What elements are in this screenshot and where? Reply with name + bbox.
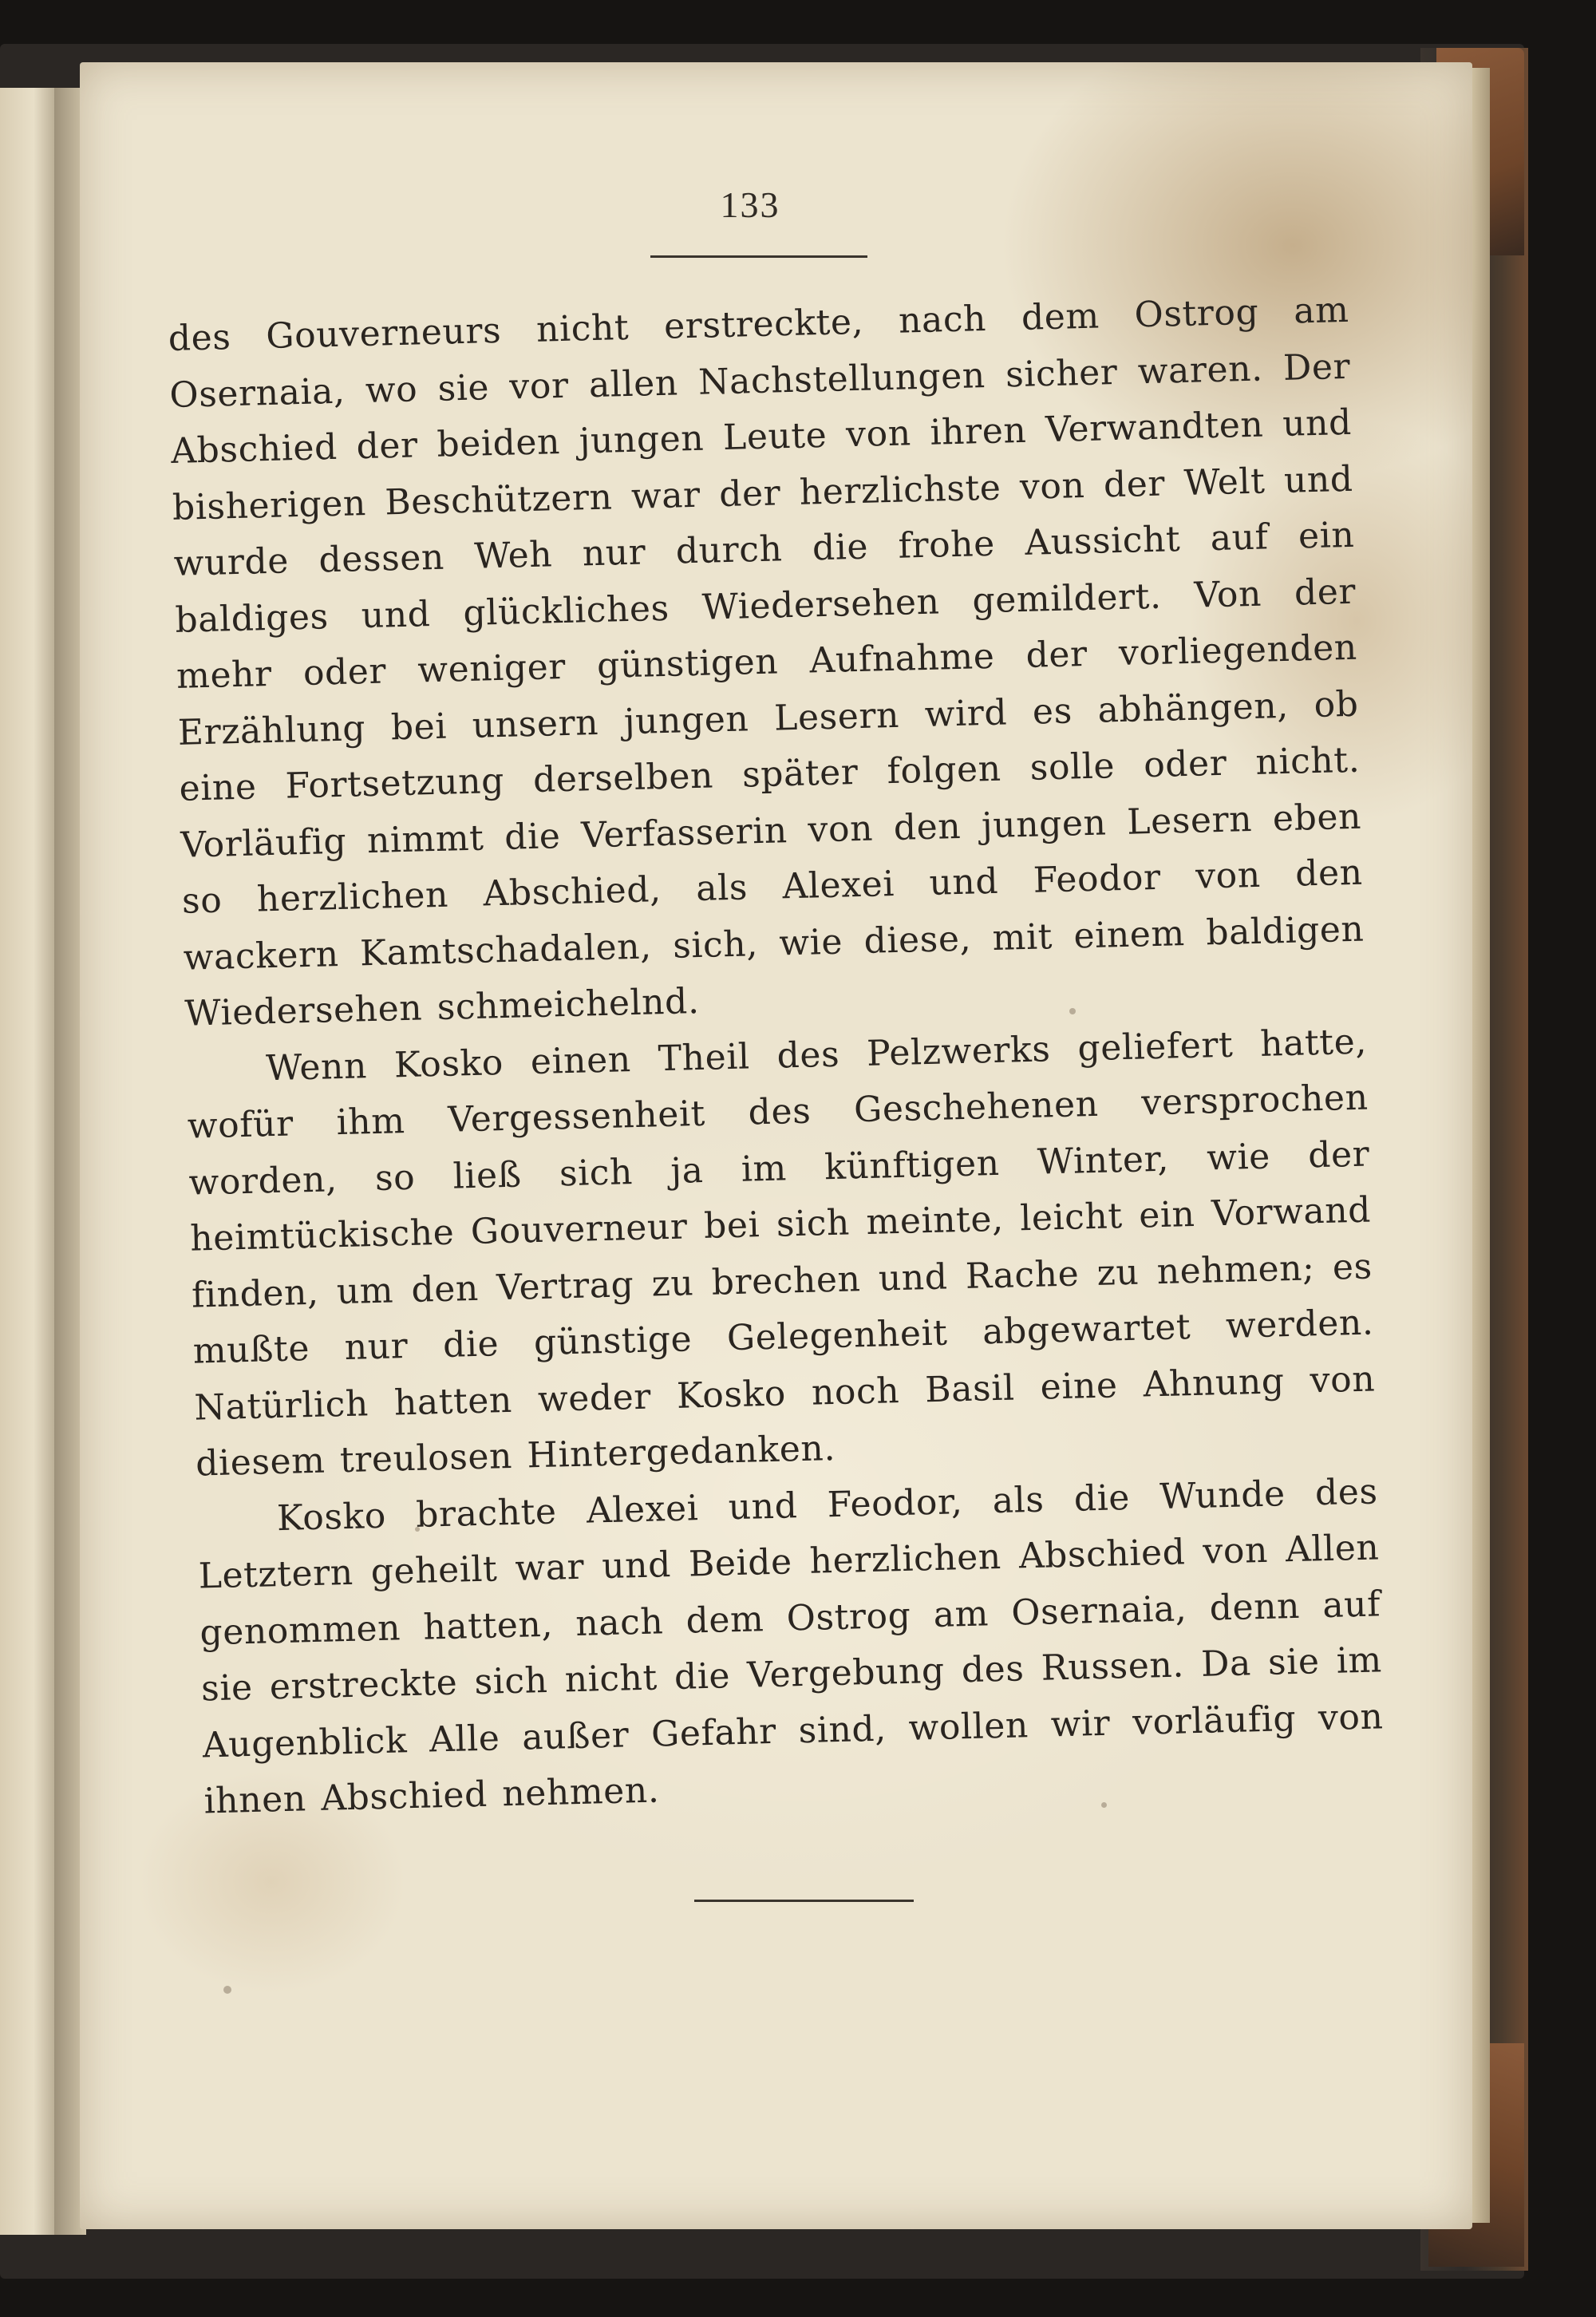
paragraph-3: Kosko brachte Alexei und Feodor, als die Wunde des Letztern geheilt war und Beide herzlichen Abschied von Allen genommen hatten, nach dem Ostrog am Osernaia, denn auf sie erstreckte sich nicht die Vergebung des Russen. Da sie im Augenblick Alle außer Gefahr sind, wollen wir vorläufig von ihnen Abschied nehmen. [198,1470,1385,1822]
page-number: 133 [720,184,780,225]
body-text [168,283,1385,1830]
paper-speck [223,1986,231,1994]
header-rule [650,255,867,258]
left-facing-page-edge [0,88,56,2235]
paragraph-1: des Gouverneurs nicht erstreckte, nach dem Ostrog am Osernaia, wo sie vor allen Nachstellungen sicher waren. Der Abschied der beiden jungen Leute von ihren Verwandten und bisherigen Beschützern war der herzlichste von der Welt und wurde dessen Weh nur durch die frohe Aussicht auf ein baldiges und glückliches Wiedersehen gemildert. Von der mehr oder weniger günstigen Aufnahme der vorliegenden Erzählung bei unsern jungen Lesern wird es abhängen, ob eine Fortsetzung derselben später folgen solle oder nicht. Vorläufig nimmt die Verfasserin von den jungen Lesern eben so herzlichen Abschied, als Alexei und Feodor von den wackern Kamtschadalen, sich, wie diese, mit einem baldigen Wiedersehen schmeichelnd. [168,289,1365,1034]
page-stack-edge [1472,68,1490,2223]
paragraph-2: Wenn Kosko einen Theil des Pelzwerks geliefert hatte, wofür ihm Vergessenheit des Geschehenen versprochen worden, so ließ sich ja im künftigen Winter, wie der heimtückische Gouverneur bei sich meinte, leicht ein Vorwand finden, um den Vertrag zu brechen und Rache zu nehmen; es mußte nur die günstige Gelegenheit abgewartet werden. Natürlich hatten weder Kosko noch Basil eine Ahnung von diesem treulosen Hintergedanken. [187,1021,1376,1485]
end-rule [694,1900,914,1902]
